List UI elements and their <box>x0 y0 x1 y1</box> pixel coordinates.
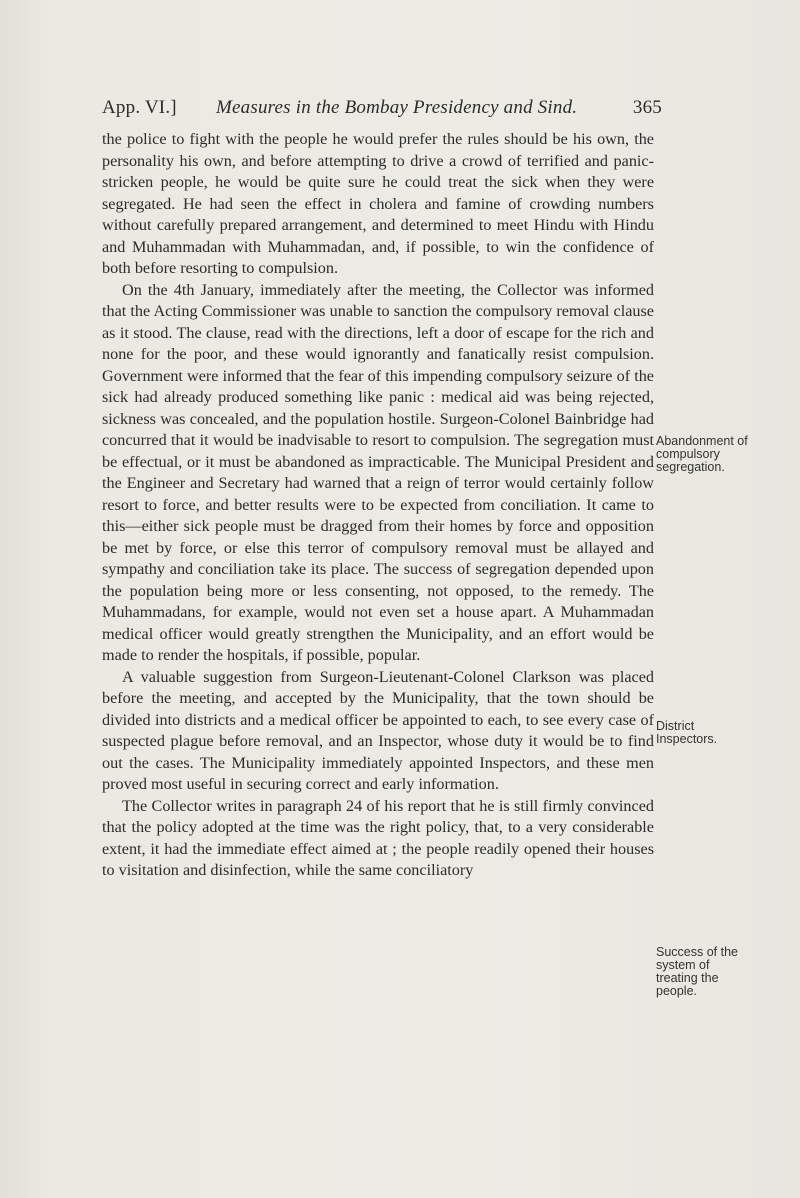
margin-note-line: system of <box>656 958 710 972</box>
margin-note-success <box>656 946 796 998</box>
running-title: Measures in the Bombay Presidency and Sind. <box>216 97 578 118</box>
page-number: 365 <box>632 97 662 118</box>
paragraph: A valuable suggestion from Surgeon-Lieutenant-Colonel Clarkson was placed before the meeting, and accepted by the Municipality, that the town should be divided into districts and a medical officer be appointed to each, to see every case of suspected plague before removal, and an Inspector, whose duty it would be to find out the cases. The Municipality immediately appointed Inspectors, and these men proved most useful in securing correct and early information. <box>102 667 654 793</box>
margin-note-district-inspectors <box>656 720 796 746</box>
margin-note-line: District <box>656 719 695 733</box>
margin-note-line: segregation. <box>656 460 725 474</box>
margin-note-line: treating the <box>656 971 719 985</box>
margin-note-line: people. <box>656 984 698 998</box>
margin-note-line: Inspectors. <box>656 732 718 746</box>
margin-note-line: Success of the <box>656 945 738 959</box>
paragraph: On the 4th January, immediately after the meeting, the Collector was informed that the Acting Commissioner was unable to sanction the compulsory removal clause as it stood. The clause, read with the directions, left a door of escape for the rich and none for the poor, and these would ignorantly and fanatically resist compulsion. Government were informed that the fear of this impending compulsory seizure of the sick had already produced something like panic : medical aid was being rejected, sickness was concealed, and the population hostile. Surgeon-Colonel Bainbridge had concurred that it would be inadvisable to resort to compulsion. The segregation must be effectual, or it must be abandoned as impracticable. The Municipal President and the Engineer and Secretary had warned that a reign of terror would certainly follow resort to force, and better results were to be expected from conciliation. It came to this—either sick people must be dragged from their homes by force and opposition be met by force, or else this terror of compulsory removal must be allayed and sympathy and conciliation take its place. The success of segregation depended upon the population being more or less consenting, not opposed, to the remedy. The Muhammadans, for example, would not even set a house apart. A Muhammadan medical officer would greatly strengthen the Municipality, and an effort would be made to render the hospitals, if possible, popular. <box>102 280 654 664</box>
margin-note-line: Abandonment of <box>656 434 748 448</box>
margin-note-line: compulsory <box>656 447 720 461</box>
margin-note-abandonment <box>656 435 796 474</box>
paragraph: the police to fight with the people he would prefer the rules should be his own, the personality his own, and before attempting to drive a crowd of terrified and panic-stricken people, he would be quite sure he could treat the sick when they were segregated. He had seen the effect in cholera and famine of crowding numbers without carefully prepared arrangement, and determined to meet Hindu with Hindu and Muhammadan with Muhammadan, and, if possible, to win the confidence of both before resorting to compulsion. <box>102 130 654 277</box>
body-text <box>102 129 654 882</box>
paragraph: The Collector writes in paragraph 24 of his report that he is still firmly convinced that the policy adopted at the time was the right policy, that, to a very considerable extent, it had the immediate effect aimed at ; the people readily opened their houses to visitation and disinfection, while the same conciliatory <box>102 796 654 879</box>
appendix-label: App. VI.] <box>102 97 177 118</box>
